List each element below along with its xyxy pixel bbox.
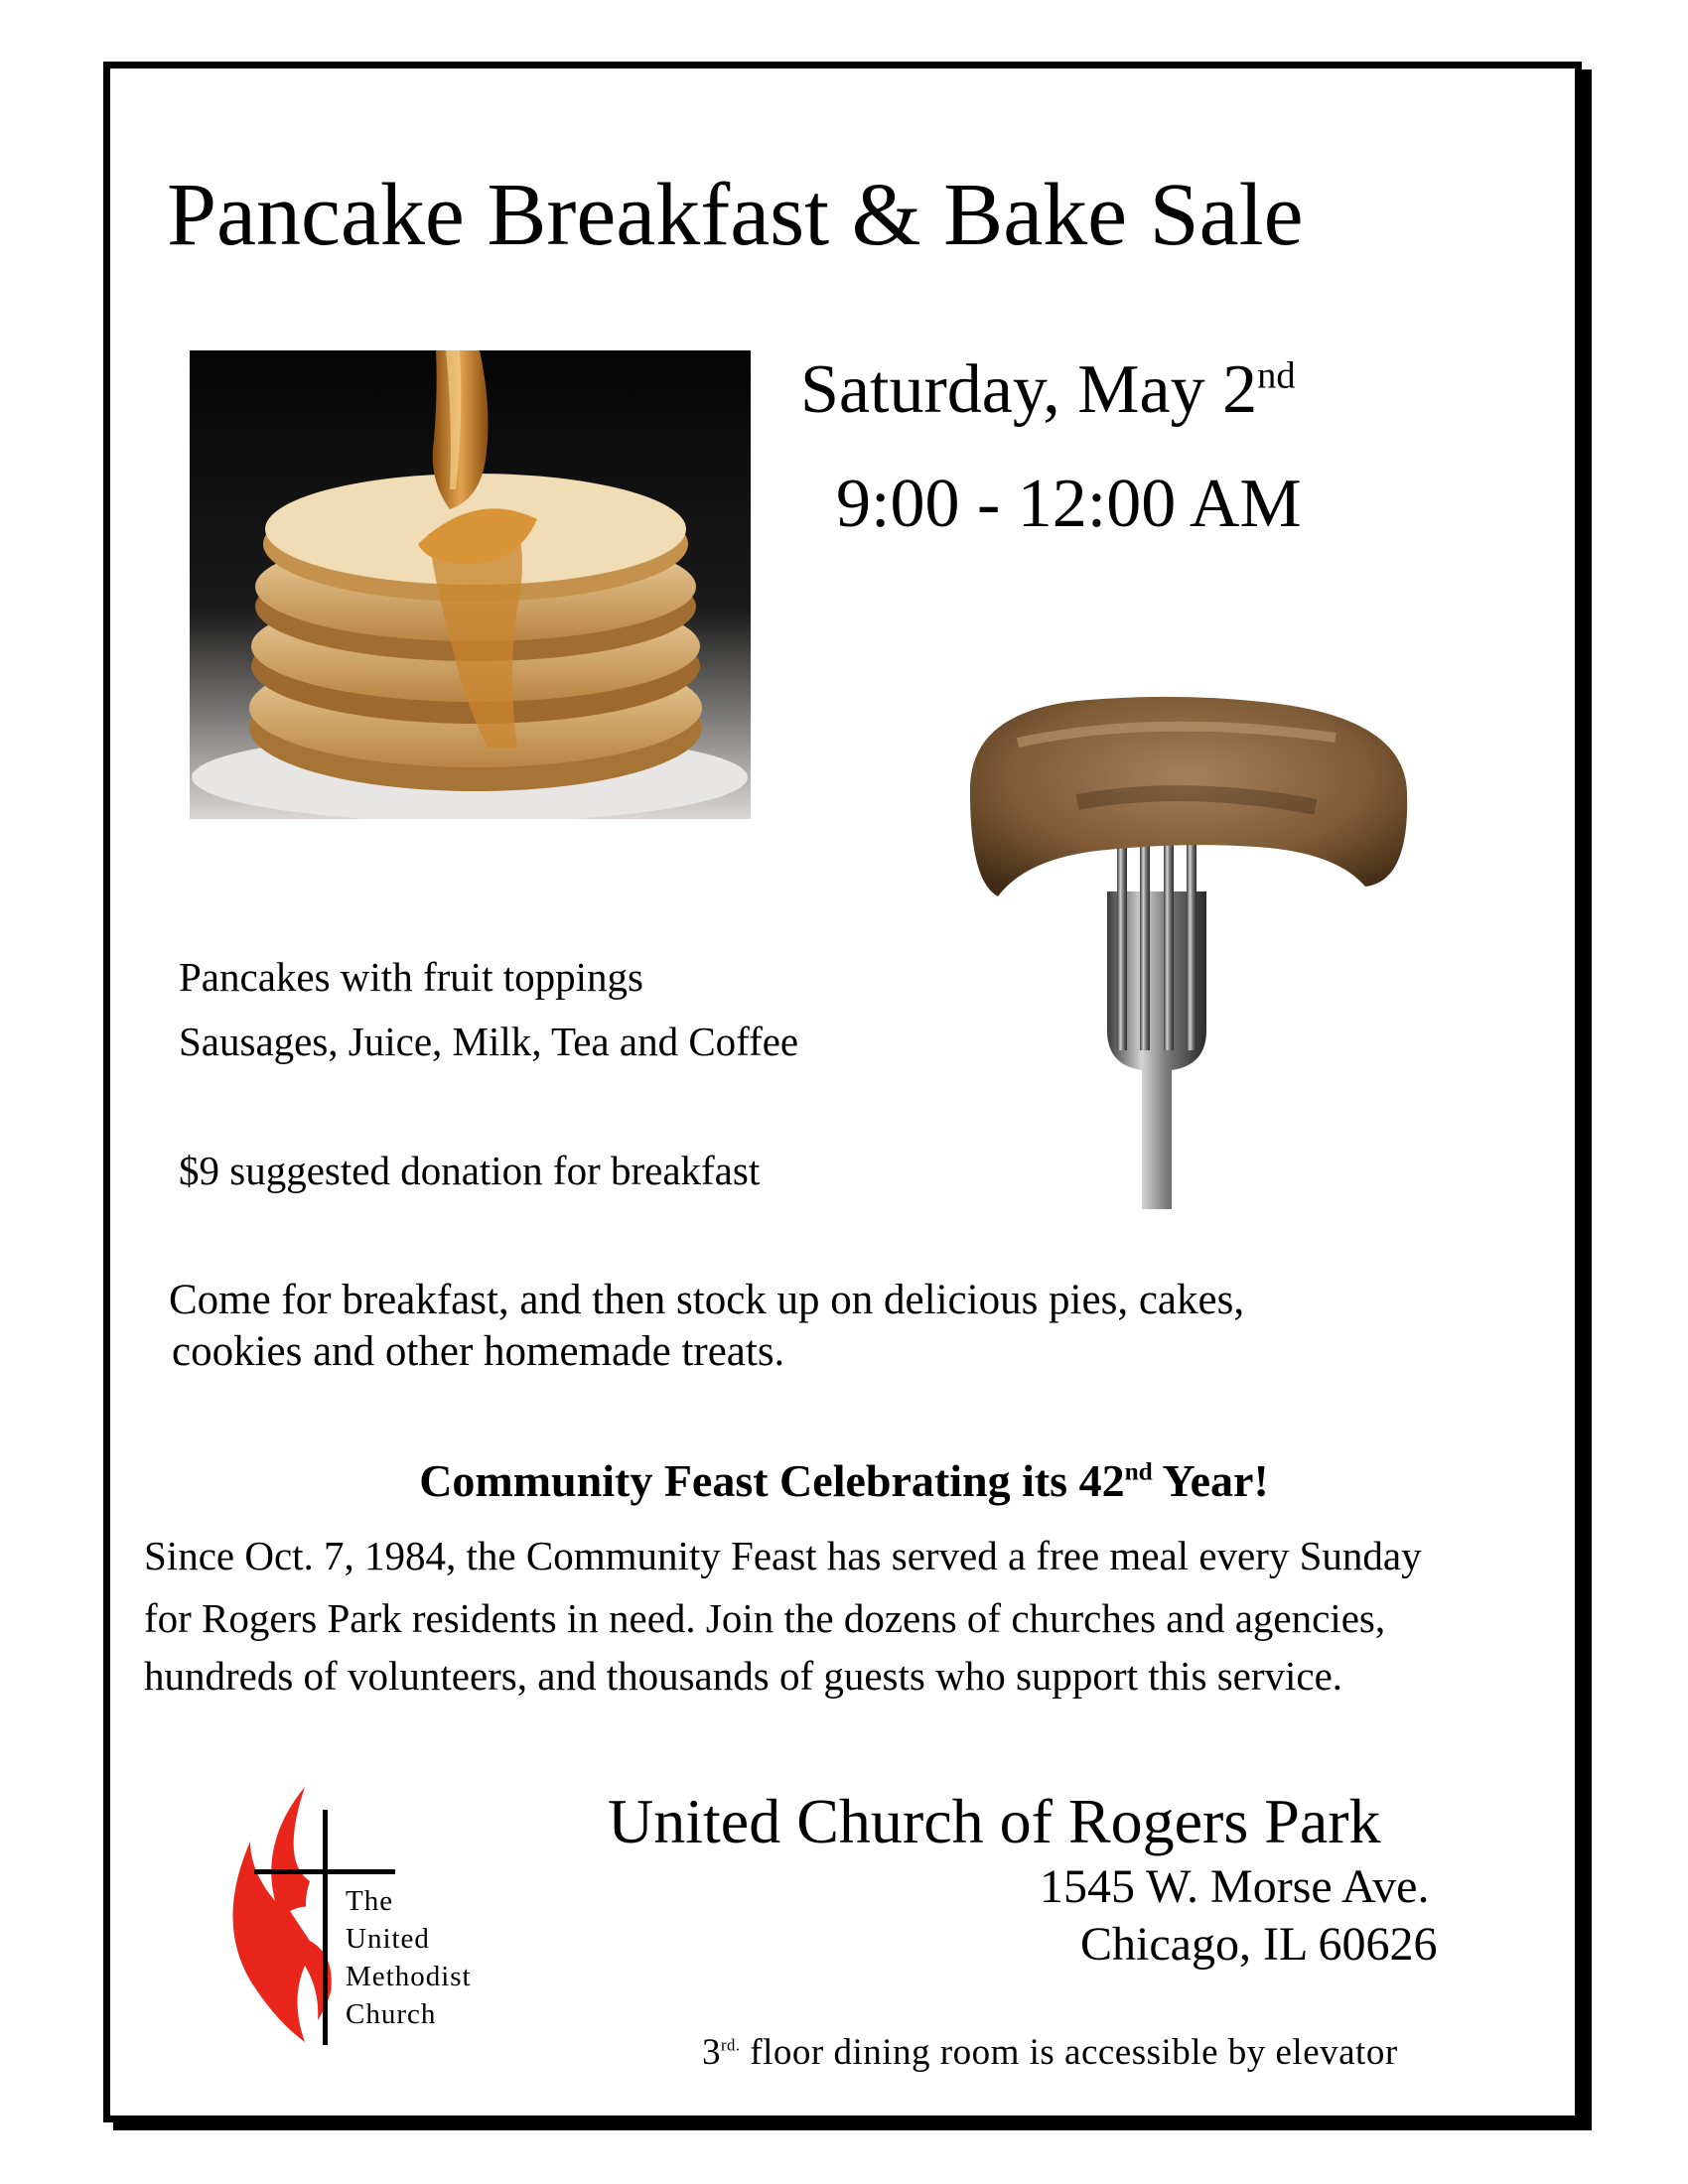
- feast-paragraph-line-1: Since Oct. 7, 1984, the Community Feast has served a free meal every Sunday: [144, 1533, 1422, 1578]
- event-date: Saturday, May 2nd: [800, 351, 1296, 428]
- event-time: 9:00 - 12:00 AM: [836, 466, 1302, 542]
- sausage-fork-image: [958, 683, 1415, 1209]
- menu-item-sausages: Sausages, Juice, Milk, Tea and Coffee: [179, 1019, 799, 1064]
- flyer-title: Pancake Breakfast & Bake Sale: [167, 166, 1304, 264]
- address-line-1: 1545 W. Morse Ave.: [1040, 1860, 1430, 1913]
- feast-paragraph-line-2: for Rogers Park residents in need. Join the dozens of churches and agencies,: [144, 1595, 1386, 1641]
- donation-text: $9 suggested donation for breakfast: [179, 1148, 761, 1193]
- accessibility-note: $3^{rd.}$ floor dining room is accessible by elevator: [702, 2032, 1398, 2073]
- feast-paragraph-line-3: hundreds of volunteers, and thousands of guests who support this service.: [144, 1653, 1343, 1699]
- address-line-2: Chicago, IL 60626: [1080, 1918, 1438, 1971]
- menu-item-pancakes: Pancakes with fruit toppings: [179, 954, 644, 1000]
- church-name: United Church of Rogers Park: [608, 1786, 1381, 1856]
- bake-sale-line-2: cookies and other homemade treats.: [172, 1328, 785, 1375]
- community-feast-heading: Community Feast Celebrating its 42nd Year!: [419, 1455, 1269, 1506]
- logo-text: The United Methodist Church: [346, 1885, 472, 2030]
- pancake-image: [190, 350, 751, 819]
- bake-sale-line-1: Come for breakfast, and then stock up on delicious pies, cakes,: [169, 1277, 1245, 1323]
